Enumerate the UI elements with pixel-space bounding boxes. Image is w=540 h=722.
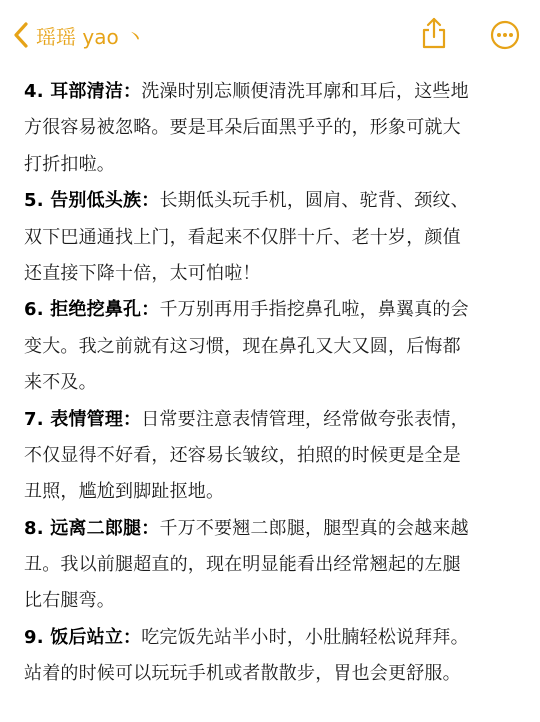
note-line — [24, 74, 520, 110]
note-line: 站着的时候可以玩玩手机或者散散步，胃也会更舒服。 — [24, 663, 461, 685]
note-line: 打折扣啦。 — [24, 153, 115, 175]
item-text: 吃完饭先站半小时，小肚腩轻松说拜拜。 — [141, 626, 469, 648]
note-line: 双下巴通通找上门，看起来不仅胖十斤、老十岁，颜值 — [24, 226, 461, 248]
note-line: 比右腿弯。 — [24, 590, 115, 612]
chevron-left-icon — [12, 21, 30, 49]
item-heading: 9. 饭后站立： — [24, 626, 142, 648]
note-line: 不仅显得不好看，还容易长皱纹，拍照的时候更是全是 — [24, 444, 461, 466]
item-heading: 6. 拒绝挖鼻孔： — [24, 299, 160, 321]
item-text: 千万不要翘二郎腿，腿型真的会越来越 — [159, 517, 469, 539]
note-line: 还直接下降十倍，太可怕啦！ — [24, 262, 261, 284]
item-heading: 7. 表情管理： — [24, 408, 142, 430]
item-heading: 5. 告别低头族： — [24, 190, 160, 212]
share-icon — [420, 35, 448, 54]
note-line — [24, 292, 520, 328]
item-heading: 4. 耳部清洁： — [24, 81, 142, 102]
item-heading: 8. 远离二郎腿： — [24, 517, 160, 539]
more-icon — [490, 35, 520, 54]
note-line: 变大。我之前就有这习惯，现在鼻孔又大又圆，后悔都 — [24, 335, 461, 357]
note-line — [24, 511, 520, 547]
item-text: 日常要注意表情管理，经常做夸张表情， — [141, 408, 469, 430]
back-button[interactable] — [12, 18, 145, 52]
share-button[interactable] — [420, 16, 448, 50]
note-line — [24, 620, 520, 656]
note-line — [24, 402, 520, 438]
note-line: 丑。我以前腿超直的，现在明显能看出经常翘起的左腿 — [24, 554, 461, 576]
note-line: 方很容易被忽略。要是耳朵后面黑乎乎的，形象可就大 — [24, 117, 461, 139]
note-line — [24, 183, 520, 219]
item-text: 千万别再用手指挖鼻孔啦，鼻翼真的会 — [159, 299, 469, 321]
note-body — [24, 74, 520, 693]
note-line: 丑照，尴尬到脚趾抠地。 — [24, 481, 225, 503]
item-text: 长期低头玩手机，圆肩、驼背、颈纹、 — [159, 190, 469, 212]
note-line: 来不及。 — [24, 372, 97, 394]
navigation-bar — [0, 0, 540, 70]
back-label: 瑶瑶 yao 丶 — [36, 24, 146, 49]
item-text: 洗澡时别忘顺便清洗耳廓和耳后，这些地 — [141, 81, 469, 102]
more-button[interactable] — [490, 20, 520, 50]
